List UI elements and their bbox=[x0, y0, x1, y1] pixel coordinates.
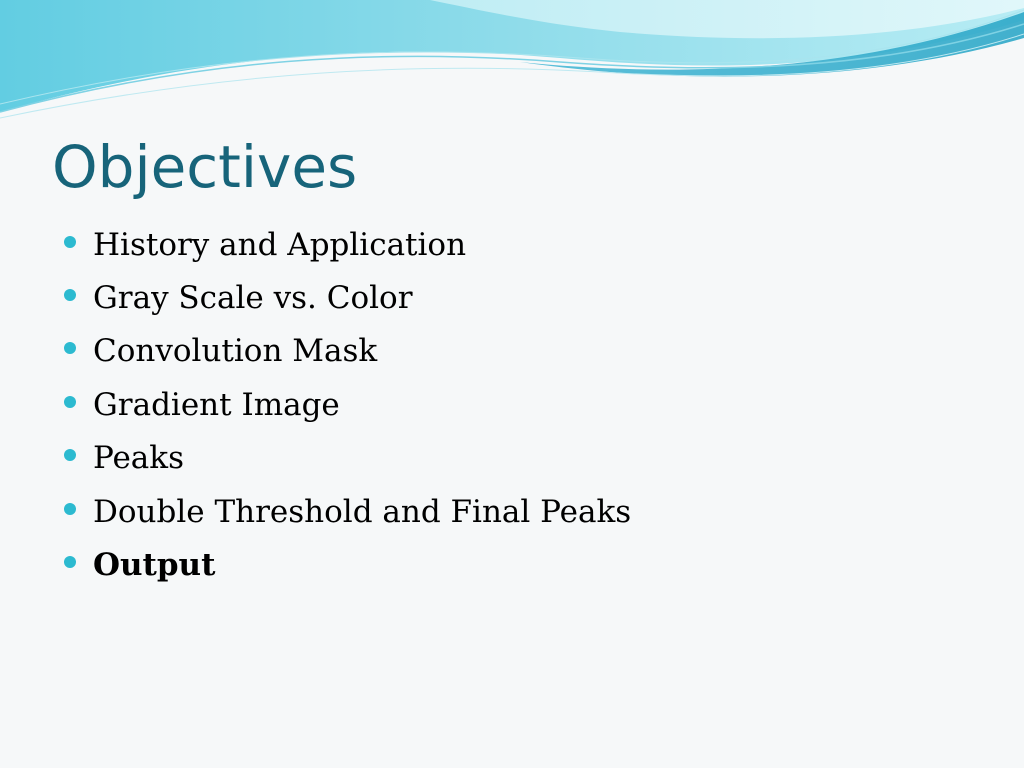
bullet-text: History and Application bbox=[93, 226, 467, 263]
bullet-icon bbox=[64, 289, 76, 301]
list-item bbox=[64, 538, 631, 591]
bullet-text: Peaks bbox=[93, 440, 184, 477]
bullet-icon bbox=[64, 342, 76, 354]
list-item bbox=[64, 378, 631, 431]
bullet-text: Gray Scale vs. Color bbox=[93, 280, 413, 317]
bullet-icon bbox=[64, 236, 76, 248]
bullet-icon bbox=[64, 556, 76, 568]
list-item bbox=[64, 218, 631, 271]
bullet-list bbox=[64, 218, 631, 592]
bullet-text: Convolution Mask bbox=[93, 333, 378, 370]
bullet-icon bbox=[64, 449, 76, 461]
slide-title: Objectives bbox=[52, 133, 358, 201]
list-item bbox=[64, 485, 631, 538]
header-wave-decoration bbox=[0, 0, 1024, 130]
bullet-text: Double Threshold and Final Peaks bbox=[93, 493, 632, 530]
bullet-icon bbox=[64, 503, 76, 515]
list-item bbox=[64, 271, 631, 324]
list-item bbox=[64, 325, 631, 378]
list-item bbox=[64, 432, 631, 485]
bullet-text: Output bbox=[93, 547, 216, 584]
bullet-text: Gradient Image bbox=[93, 386, 340, 423]
bullet-icon bbox=[64, 396, 76, 408]
